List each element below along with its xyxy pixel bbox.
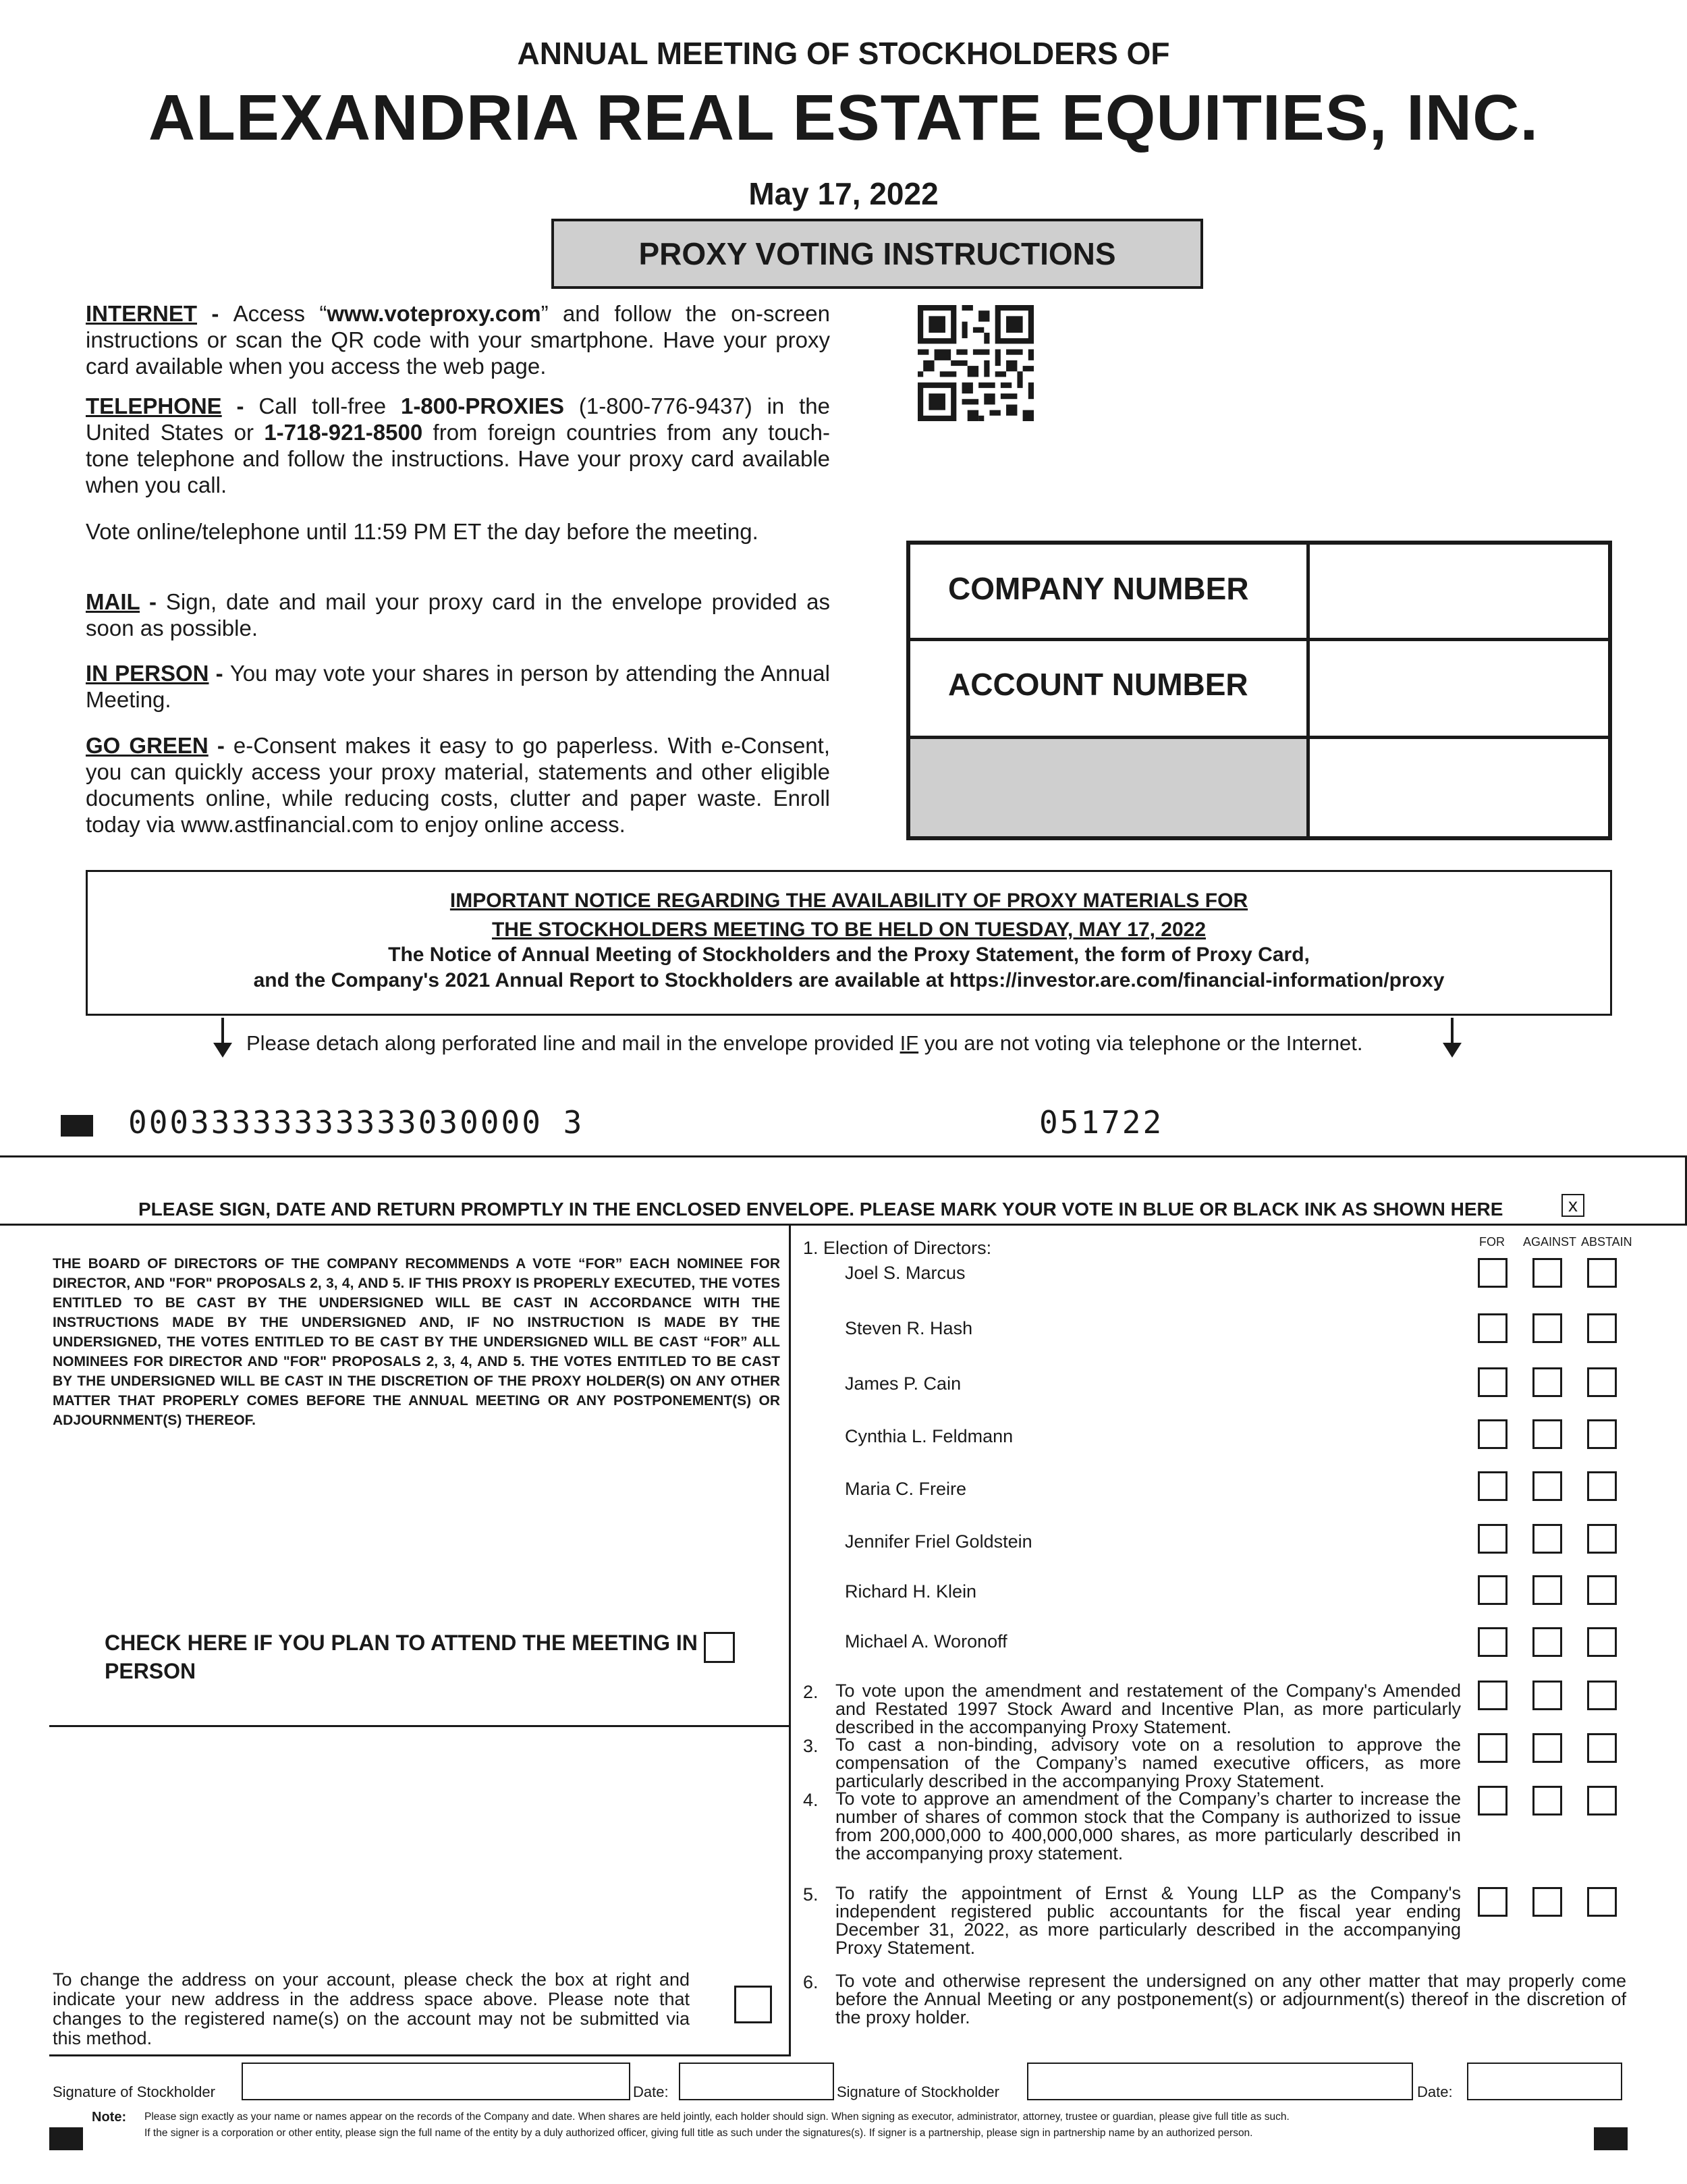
vote-abstain-checkbox[interactable] — [1587, 1681, 1617, 1710]
company-number-label: COMPANY NUMBER — [948, 571, 1249, 606]
vote-against-checkbox[interactable] — [1532, 1887, 1562, 1917]
proposal-number: 2. — [803, 1682, 819, 1702]
nominee-name: Richard H. Klein — [845, 1581, 977, 1602]
vote-against-checkbox[interactable] — [1532, 1627, 1562, 1657]
address-change-checkbox[interactable] — [734, 1986, 772, 2023]
sign-instruction: PLEASE SIGN, DATE AND RETURN PROMPTLY IN THE ENCLOSED ENVELOPE. PLEASE MARK YOUR VOTE IN BLUE OR BLACK INK AS SHOWN HERE — [138, 1199, 1503, 1220]
nominee-name: Michael A. Woronoff — [845, 1631, 1007, 1651]
notice-line-1: IMPORTANT NOTICE REGARDING THE AVAILABILITY OF PROXY MATERIALS FOR — [449, 890, 1248, 912]
proposal-text: To vote and otherwise represent the undersigned on any other matter that may properly come before the Annual Meeting or any postponement(s) or adjournment(s) thereof in the discretion of the proxy holder. — [835, 1971, 1626, 2027]
proposal-text: To vote upon the amendment and restatement of the Company's Amended and Restated 1997 Stock Award and Incentive Plan, as more particularly described in the accompanying Proxy Statement. — [835, 1681, 1461, 1737]
vote-for-checkbox[interactable] — [1478, 1471, 1508, 1501]
proposal-text: To cast a non-binding, advisory vote on a resolution to approve the compensation of the Company’s named executive officers, as more particularly described in the accompanying Proxy Statement. — [835, 1735, 1461, 1791]
vote-against-checkbox[interactable] — [1532, 1575, 1562, 1605]
signature-field-2[interactable] — [1027, 2063, 1413, 2100]
vote-against-checkbox[interactable] — [1532, 1733, 1562, 1763]
proposal-number: 3. — [803, 1736, 819, 1756]
proxy-voting-banner: PROXY VOTING INSTRUCTIONS — [551, 219, 1203, 289]
vote-url[interactable]: www.voteproxy.com — [327, 301, 541, 326]
vote-abstain-checkbox[interactable] — [1587, 1786, 1617, 1816]
detach-instruction: Please detach along perforated line and mail in the envelope provided IF you are not voting via telephone or the Internet. — [246, 1031, 1363, 1055]
vote-against-checkbox[interactable] — [1532, 1524, 1562, 1554]
date-label: Date: — [1417, 2083, 1453, 2100]
registration-mark — [61, 1115, 93, 1137]
for-column-header: FOR — [1479, 1235, 1505, 1249]
address-divider — [49, 1725, 791, 1727]
proposal-number: 4. — [803, 1790, 819, 1810]
vote-abstain-checkbox[interactable] — [1587, 1471, 1617, 1501]
scan-date-code: 051722 — [1039, 1104, 1164, 1141]
address-bottom-rule — [49, 2054, 791, 2056]
nominee-name: Joel S. Marcus — [845, 1263, 966, 1283]
vote-abstain-checkbox[interactable] — [1587, 1524, 1617, 1554]
mail-instructions: MAIL - Sign, date and mail your proxy card in the envelope provided as soon as possible. — [86, 589, 830, 640]
notice-line-3: The Notice of Annual Meeting of Stockholders and the Proxy Statement, the form of Proxy Card, — [388, 944, 1310, 966]
vote-for-checkbox[interactable] — [1478, 1367, 1508, 1397]
signature-label: Signature of Stockholder — [53, 2083, 215, 2100]
vote-for-checkbox[interactable] — [1478, 1313, 1508, 1343]
vote-for-checkbox[interactable] — [1478, 1419, 1508, 1449]
shaded-cell — [910, 739, 1306, 836]
in-person-instructions: IN PERSON - You may vote your shares in person by attending the Annual Meeting. — [86, 661, 830, 712]
vote-for-checkbox[interactable] — [1478, 1681, 1508, 1710]
vote-for-checkbox[interactable] — [1478, 1887, 1508, 1917]
go-green-label: GO GREEN — [86, 733, 209, 758]
company-name: ALEXANDRIA REAL ESTATE EQUITIES, INC. — [148, 82, 1539, 154]
mail-label: MAIL — [86, 589, 140, 614]
vote-abstain-checkbox[interactable] — [1587, 1258, 1617, 1288]
vertical-divider — [789, 1226, 791, 2056]
abstain-column-header: ABSTAIN — [1581, 1235, 1632, 1249]
address-change-note: To change the address on your account, please check the box at right and indicate your new address in the address space above. Please note that changes to the registered name(s) on the account may not be submitted via this method. — [53, 1969, 690, 2048]
signature-label: Signature of Stockholder — [837, 2083, 999, 2100]
note-label: Note: — [92, 2110, 127, 2125]
arrow-down-icon — [213, 1043, 232, 1058]
vote-against-checkbox[interactable] — [1532, 1258, 1562, 1288]
arrow-down-icon — [1443, 1043, 1462, 1058]
attend-meeting-checkbox[interactable] — [704, 1632, 735, 1663]
table-divider — [906, 638, 1612, 641]
notice-line-2: THE STOCKHOLDERS MEETING TO BE HELD ON TUESDAY, MAY 17, 2022 — [491, 919, 1207, 941]
nominee-name: Jennifer Friel Goldstein — [845, 1531, 1032, 1552]
proposal-text: To vote to approve an amendment of the Company’s charter to increase the number of shares of common stock that the Company is authorized to issue from 200,000,000 to 400,000,000 shares, as more particularly described in the accompanying proxy statement. — [835, 1789, 1461, 1863]
meeting-subtitle: ANNUAL MEETING OF STOCKHOLDERS OF — [517, 36, 1170, 71]
vote-for-checkbox[interactable] — [1478, 1524, 1508, 1554]
vote-against-checkbox[interactable] — [1532, 1313, 1562, 1343]
in-person-label: IN PERSON — [86, 661, 209, 686]
vote-for-checkbox[interactable] — [1478, 1258, 1508, 1288]
date-field-2[interactable] — [1467, 2063, 1622, 2100]
registration-mark — [49, 2127, 83, 2150]
internet-instructions: INTERNET - Access “www.voteproxy.com” and follow the on-screen instructions or scan the QR code with your smartphone. Have your proxy card available when you access the web page. — [86, 301, 831, 379]
meeting-date: May 17, 2022 — [748, 176, 939, 211]
vote-against-checkbox[interactable] — [1532, 1471, 1562, 1501]
internet-label: INTERNET — [86, 301, 197, 326]
vote-abstain-checkbox[interactable] — [1587, 1627, 1617, 1657]
vote-for-checkbox[interactable] — [1478, 1786, 1508, 1816]
proposal-number: 6. — [803, 1972, 819, 1992]
table-divider — [1306, 541, 1310, 840]
go-green-instructions: GO GREEN - e-Consent makes it easy to go paperless. With e-Consent, you can quickly access your proxy material, statements and other eligible documents online, while reducing costs, clutter and paper waste. Enroll today via www.astfinancial.com to enjoy online access. — [86, 733, 830, 837]
telephone-label: TELEPHONE — [86, 393, 222, 418]
nominee-name: James P. Cain — [845, 1373, 962, 1394]
vote-against-checkbox[interactable] — [1532, 1419, 1562, 1449]
vote-against-checkbox[interactable] — [1532, 1367, 1562, 1397]
vote-abstain-checkbox[interactable] — [1587, 1419, 1617, 1449]
against-column-header: AGAINST — [1523, 1235, 1577, 1249]
vote-for-checkbox[interactable] — [1478, 1733, 1508, 1763]
vote-abstain-checkbox[interactable] — [1587, 1367, 1617, 1397]
nominee-name: Cynthia L. Feldmann — [845, 1426, 1014, 1446]
scan-line-code: 00033333333333030000 3 — [128, 1104, 584, 1141]
nominee-name: Steven R. Hash — [845, 1318, 973, 1338]
vote-abstain-checkbox[interactable] — [1587, 1887, 1617, 1917]
vote-abstain-checkbox[interactable] — [1587, 1575, 1617, 1605]
registration-mark — [1594, 2127, 1628, 2150]
proposal-1-heading: 1. Election of Directors: — [803, 1238, 992, 1258]
note-line-1: Please sign exactly as your name or names appear on the records of the Company and date. When shares are held jointly, each holder should sign. When signing as executor, administrator, attorney, trustee or guardian, please give full title as such. — [144, 2111, 1290, 2123]
telephone-instructions: TELEPHONE - Call toll-free 1-800-PROXIES (1-800-776-9437) in the United States or 1-718-921-8500 from foreign countries from any touch-tone telephone and follow the instructions. Have your proxy card available when you call. — [86, 393, 830, 497]
vote-for-checkbox[interactable] — [1478, 1575, 1508, 1605]
vote-against-checkbox[interactable] — [1532, 1786, 1562, 1816]
notice-line-4: and the Company's 2021 Annual Report to Stockholders are available at https://investor.are.com/financial-information/proxy — [253, 969, 1445, 991]
example-mark-box: x — [1561, 1194, 1584, 1217]
note-line-2: If the signer is a corporation or other entity, please sign the full name of the entity by a duly authorized officer, giving full title as such under the signatures(s). If signer is a partnership, please sign in partnership name by an authorized person. — [144, 2127, 1253, 2139]
signature-field-1[interactable] — [242, 2063, 630, 2100]
account-number-label: ACCOUNT NUMBER — [948, 667, 1248, 702]
board-recommendation: THE BOARD OF DIRECTORS OF THE COMPANY RECOMMENDS A VOTE “FOR” EACH NOMINEE FOR DIRECTOR, AND "FOR" PROPOSALS 2, 3, 4, AND 5. IF THIS PROXY IS PROPERLY EXECUTED, THE VOTES ENTITLED TO BE CAST BY THE UNDERSIGNED WILL BE CAST IN ACCORDANCE WITH THE INSTRUCTIONS MADE BY THE UNDERSIGNED AND, IF NO INSTRUCTION IS MADE BY THE UNDERSIGNED, THE VOTES ENTITLED TO BE CAST BY THE UNDERSIGNED WILL BE CAST “FOR” ALL NOMINEES FOR DIRECTOR AND "FOR" PROPOSALS 2, 3, 4, AND 5. THE VOTES ENTITLED TO BE CAST BY THE UNDERSIGNED WILL BE CAST IN THE DISCRETION OF THE PROXY HOLDER(S) ON ANY OTHER MATTER THAT PROPERLY COMES BEFORE THE ANNUAL MEETING OR ANY POSTPONEMENT(S) OR ADJOURNMENT(S) THEREOF. — [53, 1256, 780, 1428]
date-label: Date: — [633, 2083, 669, 2100]
date-field-1[interactable] — [679, 2063, 834, 2100]
proposal-number: 5. — [803, 1884, 819, 1905]
proposal-text: To ratify the appointment of Ernst & Young LLP as the Company's independent registered public accountants for the fiscal year ending December 31, 2022, as more particularly described in the accompanying Proxy Statement. — [835, 1883, 1461, 1958]
vote-for-checkbox[interactable] — [1478, 1627, 1508, 1657]
attend-meeting-label: CHECK HERE IF YOU PLAN TO ATTEND THE MEETING IN PERSON — [105, 1631, 698, 1683]
nominee-name: Maria C. Freire — [845, 1479, 967, 1499]
qr-code-icon[interactable] — [918, 305, 1034, 421]
vote-abstain-checkbox[interactable] — [1587, 1733, 1617, 1763]
vote-against-checkbox[interactable] — [1532, 1681, 1562, 1710]
vote-abstain-checkbox[interactable] — [1587, 1313, 1617, 1343]
vote-deadline: Vote online/telephone until 11:59 PM ET the day before the meeting. — [86, 519, 758, 544]
